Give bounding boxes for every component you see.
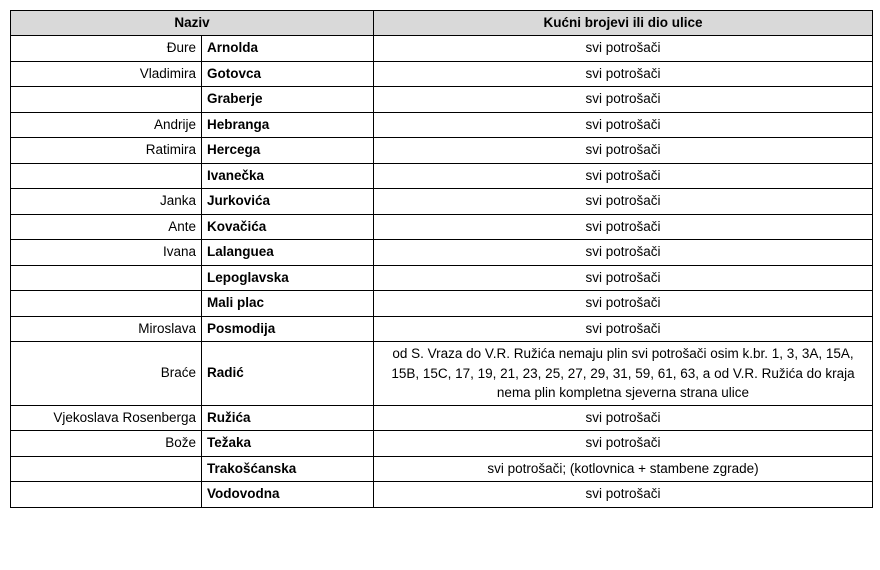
street-description: svi potrošači xyxy=(374,265,873,291)
street-description: svi potrošači xyxy=(374,163,873,189)
header-house-numbers: Kućni brojevi ili dio ulice xyxy=(374,11,873,36)
table-row xyxy=(11,138,873,164)
table-row xyxy=(11,291,873,317)
street-first-name: Vladimira xyxy=(11,61,202,87)
street-last-name: Kovačića xyxy=(202,214,374,240)
street-first-name: Ante xyxy=(11,214,202,240)
table-row xyxy=(11,61,873,87)
street-description: svi potrošači xyxy=(374,112,873,138)
table-row xyxy=(11,163,873,189)
table-row xyxy=(11,482,873,508)
street-first-name xyxy=(11,456,202,482)
table-row xyxy=(11,214,873,240)
street-first-name: Braće xyxy=(11,342,202,406)
street-description: svi potrošači xyxy=(374,316,873,342)
street-last-name: Ivanečka xyxy=(202,163,374,189)
table-row xyxy=(11,405,873,431)
street-description: svi potrošači; (kotlovnica + stambene zgrade) xyxy=(374,456,873,482)
table-row xyxy=(11,265,873,291)
street-first-name: Ratimira xyxy=(11,138,202,164)
street-last-name: Graberje xyxy=(202,87,374,113)
street-description: svi potrošači xyxy=(374,291,873,317)
street-last-name: Radić xyxy=(202,342,374,406)
street-last-name: Jurkovića xyxy=(202,189,374,215)
street-first-name: Ivana xyxy=(11,240,202,266)
table-body xyxy=(11,36,873,508)
street-description: svi potrošači xyxy=(374,405,873,431)
street-last-name: Posmodija xyxy=(202,316,374,342)
street-first-name xyxy=(11,87,202,113)
street-first-name xyxy=(11,482,202,508)
street-description: svi potrošači xyxy=(374,431,873,457)
street-description: svi potrošači xyxy=(374,61,873,87)
street-description: svi potrošači xyxy=(374,138,873,164)
table-row xyxy=(11,36,873,62)
street-first-name: Andrije xyxy=(11,112,202,138)
street-description: svi potrošači xyxy=(374,482,873,508)
table-row xyxy=(11,189,873,215)
street-first-name xyxy=(11,163,202,189)
street-last-name: Gotovca xyxy=(202,61,374,87)
street-first-name xyxy=(11,291,202,317)
street-gas-table xyxy=(10,10,873,508)
street-description: svi potrošači xyxy=(374,214,873,240)
street-first-name: Janka xyxy=(11,189,202,215)
street-last-name: Arnolda xyxy=(202,36,374,62)
street-last-name: Hercega xyxy=(202,138,374,164)
street-last-name: Hebranga xyxy=(202,112,374,138)
table-row xyxy=(11,431,873,457)
table-row xyxy=(11,240,873,266)
street-first-name: Đure xyxy=(11,36,202,62)
street-first-name: Vjekoslava Rosenberga xyxy=(11,405,202,431)
table-row xyxy=(11,112,873,138)
street-description: svi potrošači xyxy=(374,240,873,266)
street-description: svi potrošači xyxy=(374,87,873,113)
street-first-name: Miroslava xyxy=(11,316,202,342)
street-description: svi potrošači xyxy=(374,36,873,62)
street-last-name: Lepoglavska xyxy=(202,265,374,291)
table-header-row xyxy=(11,11,873,36)
table-row xyxy=(11,316,873,342)
street-first-name xyxy=(11,265,202,291)
header-name: Naziv xyxy=(11,11,374,36)
street-last-name: Ružića xyxy=(202,405,374,431)
street-description: od S. Vraza do V.R. Ružića nemaju plin svi potrošači osim k.br. 1, 3, 3A, 15A, 15B, 15C, 17, 19, 21, 23, 25, 27, 29, 31, 59, 61, 63, a od V.R. Ružića do kraja nema plin kompletna sjeverna strana ulice xyxy=(374,342,873,406)
table-row xyxy=(11,342,873,406)
street-last-name: Vodovodna xyxy=(202,482,374,508)
table-row xyxy=(11,87,873,113)
street-last-name: Lalanguea xyxy=(202,240,374,266)
table-row xyxy=(11,456,873,482)
street-description: svi potrošači xyxy=(374,189,873,215)
street-last-name: Mali plac xyxy=(202,291,374,317)
street-first-name: Bože xyxy=(11,431,202,457)
street-last-name: Težaka xyxy=(202,431,374,457)
street-last-name: Trakošćanska xyxy=(202,456,374,482)
